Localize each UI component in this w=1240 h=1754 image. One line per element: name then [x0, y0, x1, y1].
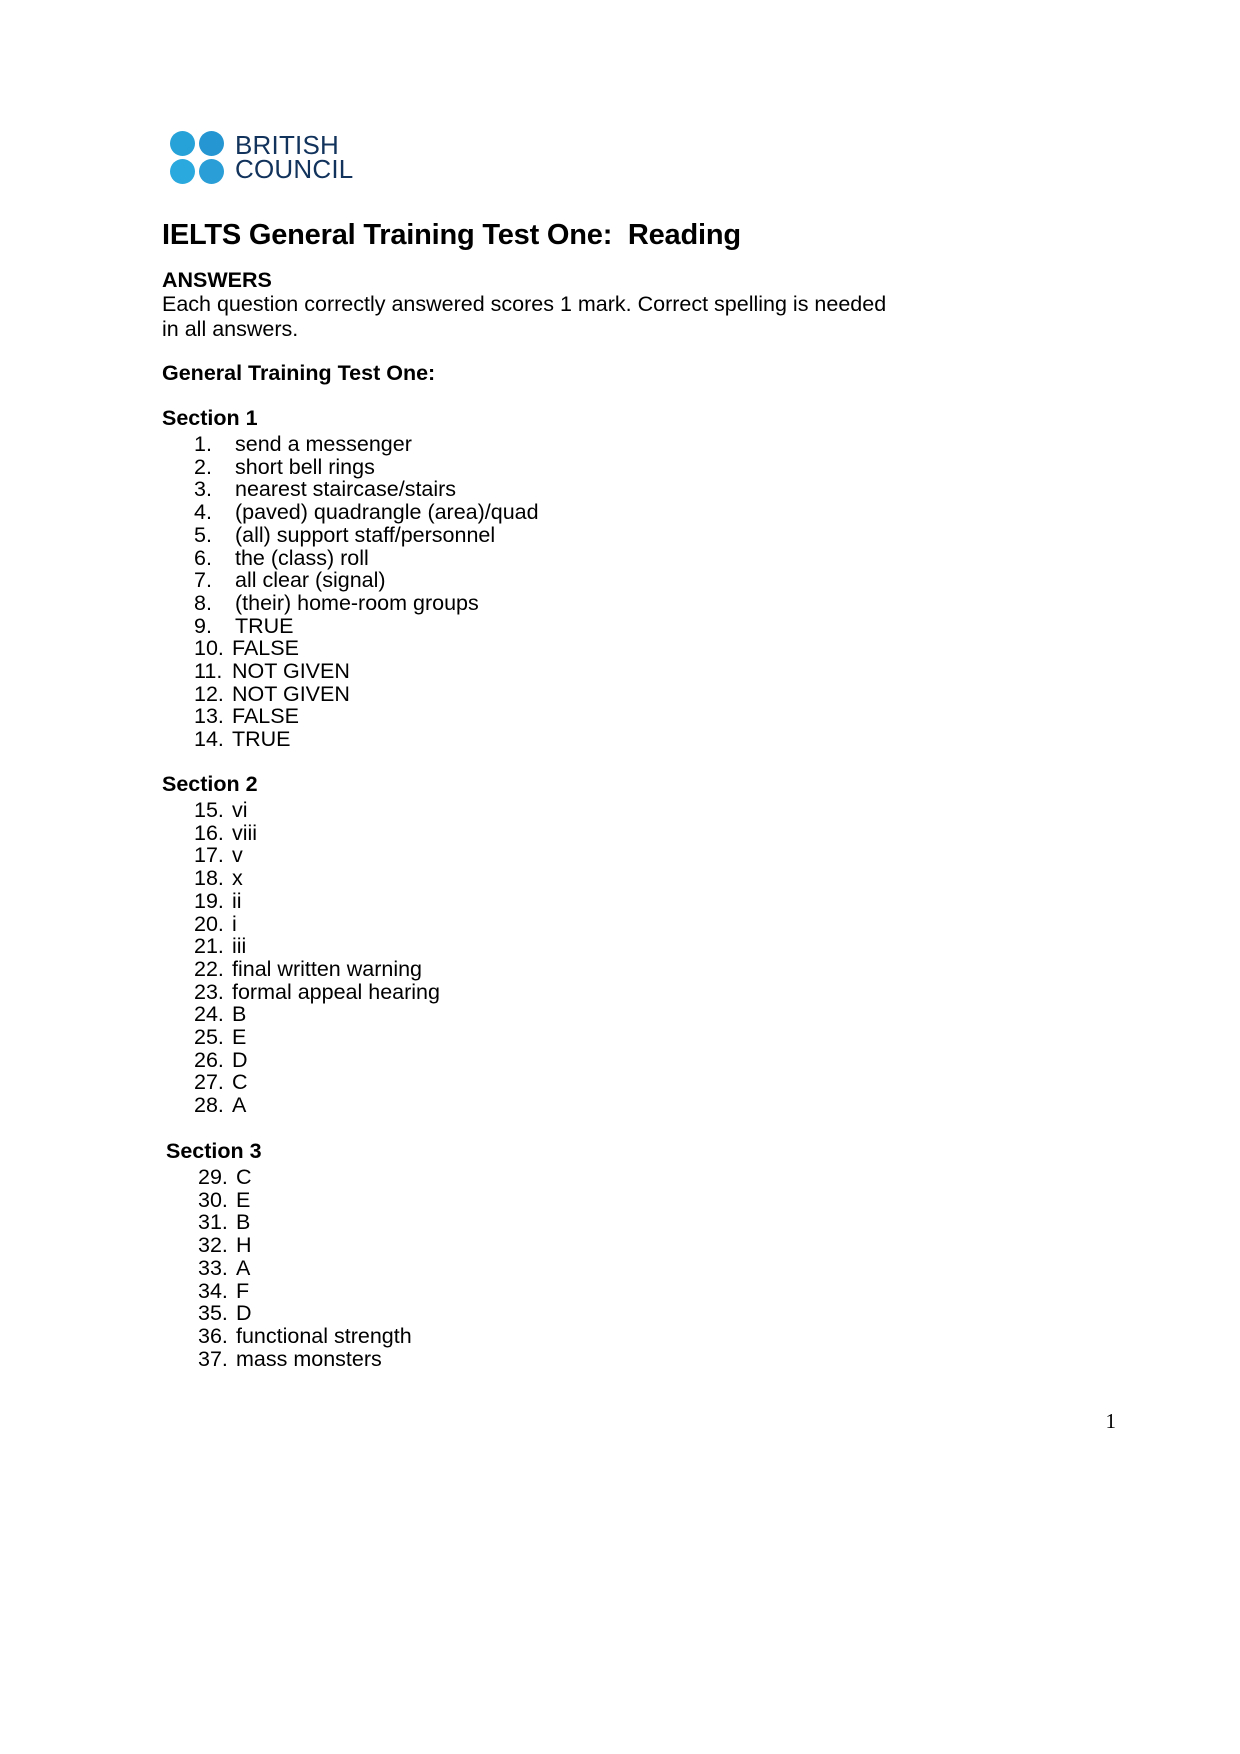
answer-list-section-3: [166, 1166, 412, 1370]
logo-line-british: BRITISH: [235, 129, 339, 160]
answer-row: [194, 456, 539, 479]
answer-number: 12.: [194, 681, 224, 706]
section-heading-1: Section 1: [162, 406, 258, 430]
answer-text: functional strength: [236, 1323, 412, 1348]
answer-text: B: [236, 1210, 251, 1235]
answer-number: 29.: [198, 1165, 228, 1189]
answer-text: v: [232, 843, 243, 868]
answer-row: [194, 637, 539, 660]
answer-row: [194, 569, 539, 592]
answer-text: ii: [232, 888, 242, 913]
answer-row: [198, 1189, 412, 1212]
answer-number: 3.: [194, 477, 212, 502]
answer-row: [198, 1234, 412, 1257]
answer-number: 10.: [194, 636, 224, 661]
answer-number: 18.: [194, 866, 224, 891]
answer-text: x: [232, 866, 243, 891]
answer-row: [198, 1211, 412, 1234]
answer-text: final written warning: [232, 956, 423, 981]
test-subtitle: General Training Test One:: [162, 361, 436, 385]
answer-number: 34.: [198, 1278, 228, 1303]
answer-text: viii: [232, 820, 258, 845]
answers-heading: ANSWERS: [162, 268, 272, 292]
answer-row: [194, 958, 440, 981]
answer-row: [194, 867, 440, 890]
answer-row: [194, 433, 539, 456]
answer-number: 21.: [194, 934, 224, 959]
logo-line-council: COUNCIL: [235, 153, 354, 184]
answer-row: [194, 913, 440, 936]
logo-dots-icon: [170, 131, 224, 184]
answer-number: 14.: [194, 727, 224, 752]
answer-row: [194, 822, 440, 845]
answer-row: [194, 478, 539, 501]
section-block-1: [162, 406, 539, 751]
logo-wordmark: [235, 129, 354, 184]
answer-text: mass monsters: [236, 1346, 382, 1371]
answer-text: C: [236, 1165, 252, 1189]
answer-text: D: [236, 1301, 252, 1326]
answer-number: 31.: [198, 1210, 228, 1235]
answer-text: A: [236, 1255, 251, 1280]
answer-row: [198, 1302, 412, 1325]
answer-row: [194, 660, 539, 683]
answer-row: [194, 1003, 440, 1026]
answer-text: iii: [232, 934, 247, 959]
answer-number: 26.: [194, 1047, 224, 1072]
section-heading-3: Section 3: [166, 1139, 262, 1163]
answer-row: [198, 1257, 412, 1280]
section-block-3: [166, 1139, 412, 1370]
answer-number: 23.: [194, 979, 224, 1004]
answer-row: [194, 592, 539, 615]
answer-row: [194, 799, 440, 822]
british-council-logo: [170, 131, 353, 184]
answer-number: 5.: [194, 522, 212, 547]
answer-text: E: [232, 1025, 247, 1050]
page-number: 1: [1105, 1409, 1116, 1433]
answer-text: FALSE: [232, 704, 299, 729]
answer-row: [194, 1094, 440, 1117]
answer-text: send a messenger: [235, 432, 412, 456]
logo-dot-top-right-icon: [199, 131, 224, 156]
answer-row: [194, 547, 539, 570]
answer-text: E: [236, 1187, 251, 1212]
answer-number: 32.: [198, 1233, 228, 1258]
answer-number: 7.: [194, 568, 212, 593]
answer-text: nearest staircase/stairs: [235, 477, 457, 502]
answer-row: [194, 501, 539, 524]
answer-number: 30.: [198, 1187, 228, 1212]
answer-number: 28.: [194, 1093, 224, 1118]
answer-number: 11.: [194, 659, 223, 684]
answer-number: 8.: [194, 590, 212, 615]
answer-text: C: [232, 1070, 248, 1095]
answer-text: all clear (signal): [235, 568, 386, 593]
answer-text: TRUE: [232, 727, 291, 752]
answer-row: [194, 1071, 440, 1094]
answer-text: D: [232, 1047, 248, 1072]
answer-number: 35.: [198, 1301, 228, 1326]
answer-number: 1.: [194, 432, 212, 456]
answer-text: short bell rings: [235, 454, 375, 479]
answer-number: 27.: [194, 1070, 224, 1095]
answer-number: 2.: [194, 454, 212, 479]
answer-row: [198, 1325, 412, 1348]
answer-list-section-2: [162, 799, 440, 1117]
answer-text: F: [236, 1278, 250, 1303]
answer-row: [194, 981, 440, 1004]
logo-dot-top-left-icon: [170, 131, 195, 156]
answer-number: 33.: [198, 1255, 228, 1280]
answer-number: 22.: [194, 956, 224, 981]
answer-text: NOT GIVEN: [232, 681, 350, 706]
answer-text: (their) home-room groups: [235, 590, 479, 615]
answer-text: the (class) roll: [235, 545, 369, 570]
answer-text: FALSE: [232, 636, 299, 661]
answer-number: 6.: [194, 545, 212, 570]
answer-text: A: [232, 1093, 247, 1118]
answer-number: 13.: [194, 704, 224, 729]
answer-number: 20.: [194, 911, 224, 936]
answer-row: [194, 728, 539, 751]
answer-number: 15.: [194, 798, 224, 822]
answer-text: i: [232, 911, 237, 936]
answer-row: [198, 1280, 412, 1303]
answer-text: NOT GIVEN: [232, 659, 350, 684]
answer-number: 37.: [198, 1346, 228, 1371]
logo-dot-bottom-right-icon: [199, 159, 224, 184]
answer-row: [194, 890, 440, 913]
answer-row: [198, 1166, 412, 1189]
answer-row: [194, 683, 539, 706]
page-title: IELTS General Training Test One: Reading: [162, 219, 741, 251]
answer-number: 24.: [194, 1002, 224, 1027]
answer-row: [198, 1348, 412, 1371]
answer-text: vi: [232, 798, 248, 822]
answer-list-section-1: [162, 433, 539, 751]
answer-text: H: [236, 1233, 252, 1258]
answer-text: formal appeal hearing: [232, 979, 440, 1004]
answer-row: [194, 1026, 440, 1049]
answer-row: [194, 935, 440, 958]
answer-number: 4.: [194, 500, 212, 525]
answer-text: B: [232, 1002, 247, 1027]
answer-row: [194, 705, 539, 728]
answer-row: [194, 844, 440, 867]
section-heading-2: Section 2: [162, 772, 258, 796]
answer-number: 36.: [198, 1323, 228, 1348]
answers-note: Each question correctly answered scores 1 mark. Correct spelling is needed in all answers.: [162, 292, 887, 341]
section-block-2: [162, 772, 440, 1117]
answer-number: 19.: [194, 888, 224, 913]
answer-number: 9.: [194, 613, 212, 638]
answer-text: TRUE: [235, 613, 294, 638]
answer-row: [194, 615, 539, 638]
answer-number: 17.: [194, 843, 224, 868]
answer-text: (paved) quadrangle (area)/quad: [235, 500, 539, 525]
answer-text: (all) support staff/personnel: [235, 522, 496, 547]
logo-dot-bottom-left-icon: [170, 159, 195, 184]
answer-number: 25.: [194, 1025, 224, 1050]
answer-row: [194, 1049, 440, 1072]
answer-row: [194, 524, 539, 547]
answer-number: 16.: [194, 820, 224, 845]
